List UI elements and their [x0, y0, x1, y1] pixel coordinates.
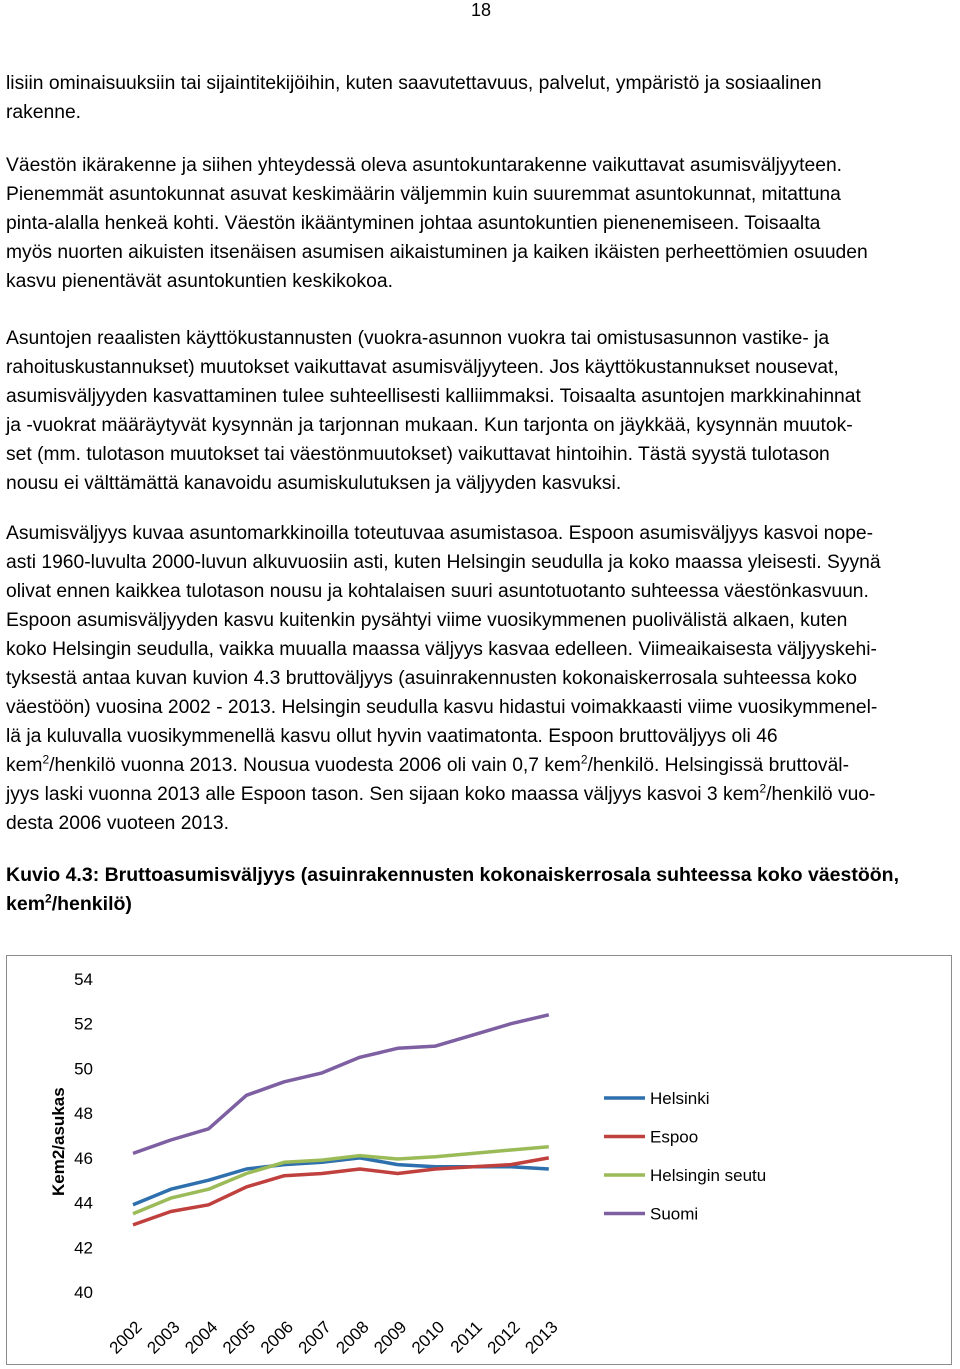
x-tick-label: 2010 [408, 1317, 449, 1358]
page-number: 18 [471, 0, 492, 20]
figure-caption [6, 861, 956, 919]
text-line: rakenne. [6, 102, 82, 123]
x-tick-label: 2011 [446, 1317, 487, 1357]
x-tick-label: 2007 [294, 1317, 335, 1358]
paragraph-2 [6, 151, 956, 296]
x-tick-label: 2012 [483, 1317, 524, 1358]
y-axis-label: Kem2/asukas [49, 1087, 68, 1196]
text-line: rahoituskustannukset) muutokset vaikuttavat asumisväljyyteen. Jos käyttökustannukset nousevat, [6, 357, 839, 378]
text-line: Väestön ikärakenne ja siihen yhteydessä oleva asuntokuntarakenne vaikuttavat asumisväljyyteen. [6, 155, 843, 176]
text-line: kasvu pienentävät asuntokuntien keskikokoa. [6, 271, 393, 292]
text-line: Espoon asumisväljyyden kasvu kuitenkin pysähtyi viime vuosikymmenen puolivälistä alkaen, kuten [6, 610, 848, 631]
text-line: myös nuorten aikuisten itsenäisen asumisen aikaistuminen ja kaiken ikäisten perheettömien osuuden [6, 242, 868, 263]
superscript: 2 [42, 752, 50, 767]
text-line [6, 780, 956, 809]
text-line: desta 2006 vuoteen 2013. [6, 813, 229, 834]
x-tick-label: 2002 [105, 1317, 146, 1358]
chart-frame [6, 955, 952, 1365]
line-chart [7, 956, 953, 1366]
text-line [6, 751, 956, 780]
superscript: 2 [45, 891, 52, 906]
text-line: lisiin ominaisuuksiin tai sijaintitekijöihin, kuten saavutettavuus, palvelut, ympäristö ja sosiaalinen [6, 73, 822, 94]
x-tick-label: 2008 [332, 1317, 373, 1358]
text-line: lä ja kuluvalla vuosikymmenellä kasvu ollut hyvin vaatimatonta. Espoon bruttoväljyys oli 46 [6, 726, 778, 747]
text-fragment: /henkilö. Helsingissä bruttoväl- [587, 755, 849, 776]
text-line: pinta-alalla henkeä kohti. Väestön ikääntyminen johtaa asuntokuntien pienenemiseen. Toisaalta [6, 213, 821, 234]
caption-line [6, 890, 956, 919]
caption-fragment: /henkilö) [51, 893, 132, 915]
text-fragment: jyys laski vuonna 2013 alle Espoon tason. Sen sijaan koko maassa väljyys kasvoi 3 kem [6, 784, 760, 805]
paragraph-1 [6, 69, 956, 127]
legend-label: Espoo [650, 1127, 699, 1147]
y-tick-label: 46 [74, 1148, 93, 1168]
text-fragment: /henkilö vuo- [766, 784, 876, 805]
text-line: tyksestä antaa kuvan kuvion 4.3 bruttoväljyys (asuinrakennusten kokonaiskerrosala suhteessa koko [6, 668, 857, 689]
legend [604, 1089, 766, 1224]
caption-line: Kuvio 4.3: Bruttoasumisväljyys (asuinrakennusten kokonaiskerrosala suhteessa koko väestöön, [6, 864, 900, 886]
y-tick-label: 40 [74, 1283, 93, 1302]
text-line: väestöön) vuosina 2002 - 2013. Helsingin seudulla kasvu hidastui voimakkaasti viime vuosikymmenel- [6, 697, 878, 718]
text-line: olivat ennen kaikkea tulotason nousu ja kohtalaisen suuri asuntotuotanto suhteessa väestönkasvuun. [6, 581, 869, 602]
y-tick-label: 50 [74, 1059, 93, 1079]
text-fragment: /henkilö vuonna 2013. Nousua vuodesta 2006 oli vain 0,7 kem [49, 755, 581, 776]
caption-fragment: kem [6, 893, 46, 915]
paragraph-3 [6, 324, 956, 498]
x-tick-label: 2013 [521, 1317, 562, 1358]
y-tick-label: 44 [74, 1193, 93, 1213]
y-tick-label: 52 [74, 1014, 93, 1034]
text-line: asumisväljyyden kasvattaminen tulee suhteellisesti kalliimmaksi. Toisaalta asuntojen markkinahinnat [6, 386, 861, 407]
x-tick-label: 2009 [370, 1317, 411, 1358]
x-tick-label: 2006 [256, 1317, 298, 1358]
superscript: 2 [759, 781, 767, 796]
series-line-helsingin-seutu [133, 1147, 549, 1214]
x-tick-label: 2005 [219, 1317, 260, 1358]
superscript: 2 [580, 752, 588, 767]
y-tick-label: 54 [74, 970, 93, 989]
text-line: nousu ei välttämättä kanavoidu asumiskulutuksen ja väljyyden kasvuksi. [6, 473, 622, 494]
text-line: set (mm. tulotason muutokset tai väestönmuutokset) vaikuttavat hintoihin. Tästä syystä tulotason [6, 444, 830, 465]
y-axis [74, 970, 93, 1302]
legend-label: Suomi [650, 1204, 699, 1224]
text-line: koko Helsingin seudulla, vaikka muualla maassa väljyys kasvaa edelleen. Viimeaikaisesta väljyyskehi- [6, 639, 877, 660]
x-axis [106, 1317, 562, 1357]
text-line: ja -vuokrat määräytyvät kysynnän ja tarjonnan mukaan. Kun tarjonta on jäykkää, kysynnän muutok- [6, 415, 853, 436]
y-tick-label: 48 [74, 1104, 93, 1124]
text-line: Asumisväljyys kuvaa asuntomarkkinoilla toteutuvaa asumistasoa. Espoon asumisväljyys kasvoi nope- [6, 523, 873, 544]
legend-label: Helsingin seutu [650, 1166, 767, 1185]
x-tick-label: 2003 [143, 1317, 184, 1358]
text-line: Asuntojen reaalisten käyttökustannusten (vuokra-asunnon vuokra tai omistusasunnon vastike- ja [6, 328, 830, 349]
series-line-suomi [133, 1015, 549, 1154]
text-line: Pienemmät asuntokunnat asuvat keskimäärin väljemmin kuin suuremmat asuntokunnat, mitattuna [6, 184, 841, 205]
legend-label: Helsinki [650, 1089, 710, 1108]
text-fragment: kem [6, 755, 43, 776]
x-tick-label: 2004 [181, 1317, 222, 1358]
y-tick-label: 42 [74, 1238, 93, 1258]
series-group [133, 1015, 549, 1225]
text-line: asti 1960-luvulta 2000-luvun alkuvuosiin asti, kuten Helsingin seudulla ja koko maassa yleisesti. Syynä [6, 552, 881, 573]
paragraph-4 [6, 519, 956, 838]
